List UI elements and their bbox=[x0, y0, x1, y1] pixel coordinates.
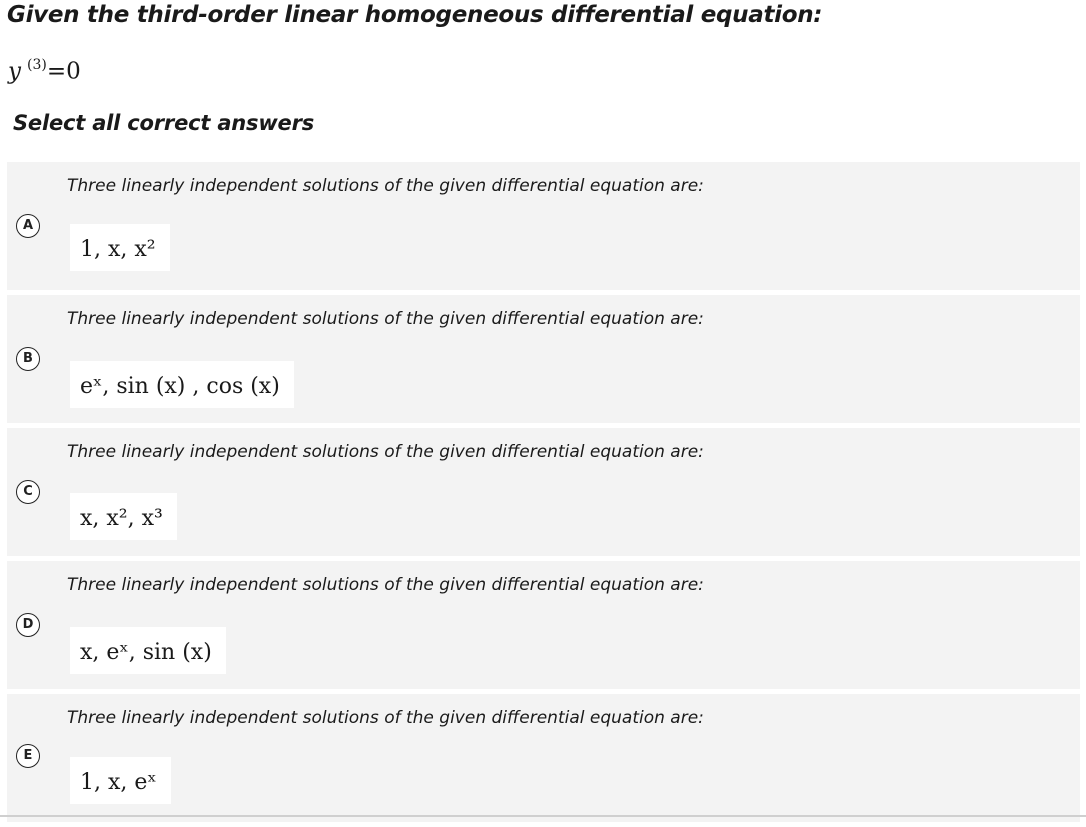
option-b-solutions: eˣ, sin (x) , cos (x) bbox=[70, 361, 294, 408]
equation-rhs: =0 bbox=[46, 58, 81, 85]
option-c[interactable] bbox=[7, 428, 1080, 556]
option-e-text: Three linearly independent solutions of the given differential equation are: bbox=[67, 708, 704, 728]
option-b-letter-badge[interactable]: B bbox=[16, 347, 40, 371]
answer-instruction: Select all correct answers bbox=[13, 111, 315, 135]
answer-options bbox=[7, 162, 1080, 827]
differential-equation bbox=[8, 58, 81, 85]
option-e-letter-badge[interactable]: E bbox=[16, 744, 40, 768]
option-b-text: Three linearly independent solutions of the given differential equation are: bbox=[67, 309, 704, 329]
option-c-letter-badge[interactable]: C bbox=[16, 480, 40, 504]
option-d-solutions: x, eˣ, sin (x) bbox=[70, 627, 226, 674]
option-d-text: Three linearly independent solutions of the given differential equation are: bbox=[67, 575, 704, 595]
option-e-solutions: 1, x, eˣ bbox=[70, 757, 171, 804]
question-title: Given the third-order linear homogeneous differential equation: bbox=[7, 2, 823, 28]
option-d-letter-badge[interactable]: D bbox=[16, 613, 40, 637]
equation-variable: y bbox=[8, 58, 21, 85]
option-e[interactable] bbox=[7, 694, 1080, 822]
bottom-divider bbox=[0, 815, 1086, 817]
option-c-solutions: x, x², x³ bbox=[70, 493, 177, 540]
option-a-text: Three linearly independent solutions of the given differential equation are: bbox=[67, 176, 704, 196]
option-c-text: Three linearly independent solutions of the given differential equation are: bbox=[67, 442, 704, 462]
option-a[interactable] bbox=[7, 162, 1080, 290]
option-d[interactable] bbox=[7, 561, 1080, 689]
option-b[interactable] bbox=[7, 295, 1080, 423]
option-a-letter-badge[interactable]: A bbox=[16, 214, 40, 238]
equation-order: (3) bbox=[27, 57, 47, 73]
option-a-solutions: 1, x, x² bbox=[70, 224, 170, 271]
